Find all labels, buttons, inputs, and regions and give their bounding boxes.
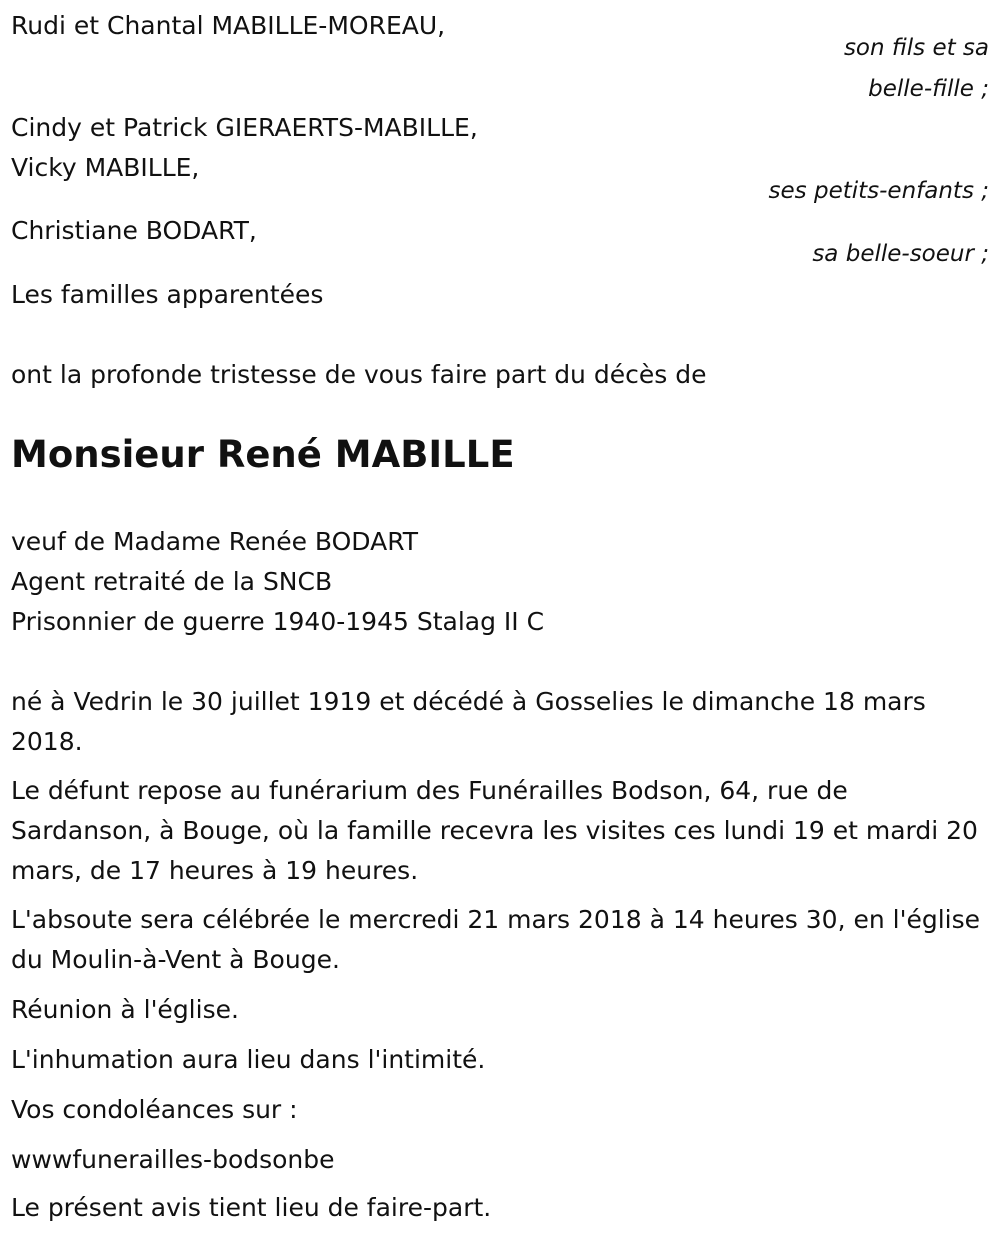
grandchild-1: Cindy et Patrick GIERAERTS-MABILLE, — [11, 113, 478, 142]
condolences-website: wwwfunerailles-bodsonbe — [11, 1145, 335, 1174]
meeting-note: Réunion à l'église. — [11, 995, 239, 1024]
son-role-line1: son fils et sa — [843, 35, 989, 61]
deceased-name: Monsieur René MABILLE — [11, 433, 515, 476]
prisoner-detail: Prisonnier de guerre 1940-1945 Stalag II C — [11, 607, 545, 636]
son-names: Rudi et Chantal MABILLE-MOREAU, — [11, 11, 446, 40]
closing-note: Le présent avis tient lieu de faire-part. — [11, 1193, 492, 1222]
condolences-label: Vos condoléances sur : — [11, 1095, 298, 1124]
grandchild-2: Vicky MABILLE, — [11, 153, 200, 182]
grandchildren-role: ses petits-enfants ; — [768, 178, 989, 204]
occupation-detail: Agent retraité de la SNCB — [11, 567, 333, 596]
sister-in-law-role: sa belle-soeur ; — [812, 241, 989, 267]
absolution-paragraph: L'absoute sera célébrée le mercredi 21 mars 2018 à 14 heures 30, en l'église du Moulin-à-Vent à Bouge. — [11, 905, 981, 974]
sister-in-law: Christiane BODART, — [11, 216, 257, 245]
birth-death-paragraph: né à Vedrin le 30 juillet 1919 et décédé à Gosselies le dimanche 18 mars 2018. — [11, 687, 926, 756]
viewing-paragraph: Le défunt repose au funérarium des Funérailles Bodson, 64, rue de Sardanson, à Bouge, où la famille recevra les visites ces lundi 19 et mardi 20 mars, de 17 heures à 19 heures. — [11, 776, 978, 885]
related-families: Les familles apparentées — [11, 280, 324, 309]
announcement-intro: ont la profonde tristesse de vous faire part du décès de — [11, 360, 707, 389]
son-role-line2: belle-fille ; — [868, 76, 989, 102]
burial-note: L'inhumation aura lieu dans l'intimité. — [11, 1045, 486, 1074]
widower-detail: veuf de Madame Renée BODART — [11, 527, 419, 556]
